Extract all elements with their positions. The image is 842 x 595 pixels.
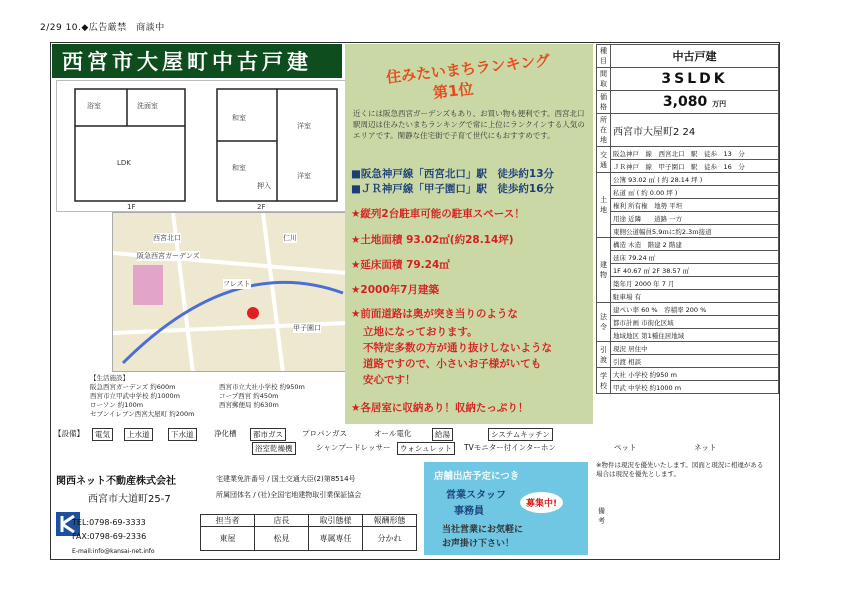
map-label-nigawa: 仁川 bbox=[283, 234, 297, 242]
floor-2f-label: 2F bbox=[257, 203, 266, 211]
ad-badge: 募集中! bbox=[520, 492, 563, 513]
company-tel: TEL:0798-69-3333 bbox=[72, 518, 146, 527]
page-header: 2/29 10.◆広告厳禁 商談中 bbox=[40, 23, 165, 33]
floor-plan bbox=[56, 80, 346, 212]
point-road: ★前面道路は奥が突き当りのような bbox=[351, 308, 518, 320]
road-note-line: 道路ですので、小さいお子様がいても bbox=[363, 358, 542, 370]
spec-status: 現況 居住中 bbox=[611, 342, 779, 355]
staff-value: 分かれ bbox=[363, 527, 417, 551]
company-email: E-mail:info@kansai-net.info bbox=[72, 548, 155, 555]
map-label-koshienguchi: 甲子園口 bbox=[293, 324, 321, 332]
staff-header: 店長 bbox=[255, 515, 309, 527]
spec-school-2: 甲武 中学校 約1000 m bbox=[611, 381, 779, 394]
nearby-item: セブンイレブン西宮大屋町 約200m bbox=[90, 410, 195, 418]
point-storage: ★各居室に収納あり！収納たっぷり！ bbox=[351, 402, 529, 414]
recruit-ad bbox=[424, 462, 588, 555]
nearby-item: ローソン 約100m bbox=[90, 401, 144, 409]
notes-box bbox=[596, 456, 779, 559]
spec-location-label: 所在地 bbox=[597, 114, 611, 147]
ad-line-4: 当社営業にお気軽に bbox=[442, 525, 524, 535]
staff-header: 取引態様 bbox=[309, 515, 363, 527]
map-drawing bbox=[113, 213, 346, 372]
map-label-nishinomiya: 西宮北口 bbox=[153, 234, 181, 242]
spec-building-label: 建物 bbox=[597, 238, 611, 303]
spec-location: 西宮市大屋町2 24 bbox=[611, 114, 779, 147]
spec-traffic-label: 交通 bbox=[597, 147, 611, 173]
spec-land-area: 公簿 93.02 ㎡ ( 約 28.14 坪 ) bbox=[611, 173, 779, 186]
map-label-gardens: 阪急西宮ガーデンズ bbox=[137, 252, 200, 260]
equipment-item: 下水道 bbox=[168, 428, 197, 441]
equipment-item: オール電化 bbox=[374, 429, 412, 438]
nearby-item: コープ西宮 約450m bbox=[219, 392, 279, 400]
nearby-item: 西宮市立大社小学校 約950m bbox=[219, 383, 305, 391]
equipment-item: システムキッチン bbox=[488, 428, 553, 441]
equipment-item: 浴室乾燥機 bbox=[252, 442, 296, 455]
equipment-item: 電気 bbox=[92, 428, 113, 441]
spec-school-label: 学校 bbox=[597, 368, 611, 394]
room-oshiire: 押入 bbox=[257, 182, 271, 190]
company-block bbox=[52, 456, 420, 559]
spec-school-1: 大社 小学校 約950 m bbox=[611, 368, 779, 381]
road-note bbox=[363, 324, 552, 388]
spec-private-road: 私道 ㎡ ( 約 0.00 坪 ) bbox=[611, 186, 779, 199]
equipment-item: ウォシュレット bbox=[397, 442, 455, 455]
equipment-item: ペット bbox=[614, 443, 637, 452]
road-note-line: 立地になっております。 bbox=[363, 326, 478, 338]
location-map bbox=[112, 212, 346, 372]
spec-zoning: 用途 近隣 道路 一方 bbox=[611, 212, 779, 225]
spec-road: 東側公道幅員5.9ｍに約2.3ｍ接道 bbox=[611, 225, 779, 238]
staff-table bbox=[200, 514, 417, 551]
spec-price-unit: 万円 bbox=[712, 100, 727, 108]
ad-line-3: 事務員 bbox=[454, 506, 484, 517]
spec-rights: 権利 所有権 地勢 平坦 bbox=[611, 199, 779, 212]
nearby-item: 阪急西宮ガーデンズ 約600m bbox=[90, 383, 176, 391]
spec-land-label: 土地 bbox=[597, 173, 611, 238]
equipment-item: 都市ガス bbox=[250, 428, 286, 441]
spec-table bbox=[596, 44, 779, 394]
promo-panel bbox=[345, 44, 593, 424]
equipment-item: TVモニター付インターホン bbox=[464, 443, 556, 452]
access-jr: ■ＪＲ神戸線「甲子園口」駅 徒歩約16分 bbox=[351, 183, 555, 195]
company-name: 関西ネット不動産株式会社 bbox=[56, 476, 176, 487]
company-fax: FAX:0798-69-2336 bbox=[72, 532, 147, 541]
spec-type-label: 種目 bbox=[597, 45, 611, 68]
equipment-item: 給湯 bbox=[432, 428, 453, 441]
equipment-item: シャンプードレッサー bbox=[316, 443, 391, 452]
ad-line-5: お声掛け下さい！ bbox=[442, 539, 515, 549]
room-ldk: LDK bbox=[117, 159, 131, 167]
road-note-line: 不特定多数の方が通り抜けしないような bbox=[363, 342, 552, 354]
room-wash: 洗面室 bbox=[137, 102, 158, 110]
floor-1f-label: 1F bbox=[127, 203, 136, 211]
room-washitsu-2: 和室 bbox=[232, 164, 246, 172]
notes-text: ※物件は現況を優先いたします。図面と現況に相違がある場合は現況を優先とします。 bbox=[596, 461, 764, 478]
spec-law-label: 法令 bbox=[597, 303, 611, 342]
spec-coverage: 建ぺい率 60 % 容積率 200 % bbox=[611, 303, 779, 316]
equipment-label: 【設備】 bbox=[54, 429, 84, 438]
room-bath: 浴室 bbox=[87, 102, 101, 110]
point-floor-area: ★延床面積 79.24㎡ bbox=[351, 259, 450, 271]
spec-price: 3,080 bbox=[662, 94, 708, 110]
staff-value: 松見 bbox=[255, 527, 309, 551]
company-association: 所属団体名 / (社)全国宅地建物取引業保証協会 bbox=[216, 491, 362, 499]
spec-parking: 駐車場 有 bbox=[611, 290, 779, 303]
room-washitsu-1: 和室 bbox=[232, 114, 246, 122]
access-hankyu: ■阪急神戸線「西宮北口」駅 徒歩約13分 bbox=[351, 168, 555, 180]
spec-traffic-1: 阪急神戸 線 西宮北口 駅 徒歩 13 分 bbox=[611, 147, 779, 160]
ad-line-1: 店舗出店予定につき bbox=[434, 471, 520, 482]
equipment-item: ネット bbox=[694, 443, 717, 452]
nearby-facilities bbox=[90, 374, 348, 424]
staff-header: 報酬形態 bbox=[363, 515, 417, 527]
company-license: 宅建業免許番号 / 国土交通大臣(2)第8514号 bbox=[216, 475, 356, 483]
spec-built: 築年月 2000 年 7 月 bbox=[611, 277, 779, 290]
property-title: 西宮市大屋町中古戸建 bbox=[52, 44, 342, 78]
ranking-headline: 住みたいまちランキング bbox=[385, 51, 551, 87]
spec-city-plan: 都市計画 市街化区域 bbox=[611, 316, 779, 329]
point-land-area: ★土地面積 93.02㎡(約28.14坪) bbox=[351, 234, 514, 246]
point-built: ★2000年7月建築 bbox=[351, 284, 439, 296]
staff-header: 担当者 bbox=[201, 515, 255, 527]
notes-label: 備考 bbox=[598, 507, 605, 525]
company-address: 西宮市大道町25-7 bbox=[88, 494, 171, 505]
spec-traffic-2: ＪＲ神戸 線 甲子園口 駅 徒歩 16 分 bbox=[611, 160, 779, 173]
equipment-item: 上水道 bbox=[124, 428, 153, 441]
ad-line-2: 営業スタッフ bbox=[446, 490, 506, 501]
staff-value: 専属専任 bbox=[309, 527, 363, 551]
spec-layout-label: 間取 bbox=[597, 68, 611, 91]
nearby-item: 西宮郵便局 約630m bbox=[219, 401, 279, 409]
spec-layout: 3SLDK bbox=[611, 68, 779, 91]
ranking-rank: 第1位 bbox=[432, 79, 475, 103]
nearby-item: 西宮市立甲武中学校 約1000m bbox=[90, 392, 180, 400]
spec-price-label: 価格 bbox=[597, 91, 611, 114]
spec-floors: 1F 40.67 ㎡ 2F 38.57 ㎡ bbox=[611, 264, 779, 277]
map-label-store: フレスト bbox=[223, 280, 251, 288]
equipment-item: プロパンガス bbox=[302, 429, 347, 438]
promo-intro: 近くには阪急西宮ガーデンズもあり、お買い物も便利です。西宮北口駅周辺は住みたいまちランキングで常に上位にランクインする人気のエリアです。閑静な住宅街で子育て世代にもおすすめです。 bbox=[353, 109, 585, 140]
road-note-line: 安心です！ bbox=[363, 374, 416, 386]
nearby-title: 【生活施設】 bbox=[90, 374, 129, 382]
spec-type: 中古戸建 bbox=[611, 45, 779, 68]
room-youshitsu-2: 洋室 bbox=[297, 172, 311, 180]
point-parking: ★縦列2台駐車可能の駐車スペース！ bbox=[351, 208, 525, 220]
spec-delivery-label: 引渡 bbox=[597, 342, 611, 368]
spec-district: 地域地区 第1種住居地域 bbox=[611, 329, 779, 342]
room-youshitsu-1: 洋室 bbox=[297, 122, 311, 130]
spec-handover: 引渡 相談 bbox=[611, 355, 779, 368]
spec-floor-total: 延床 79.24 ㎡ bbox=[611, 251, 779, 264]
equipment-row bbox=[52, 426, 779, 454]
staff-value: 東屋 bbox=[201, 527, 255, 551]
spec-structure: 構造 木造 階建 2 階建 bbox=[611, 238, 779, 251]
equipment-item: 浄化槽 bbox=[214, 429, 237, 438]
